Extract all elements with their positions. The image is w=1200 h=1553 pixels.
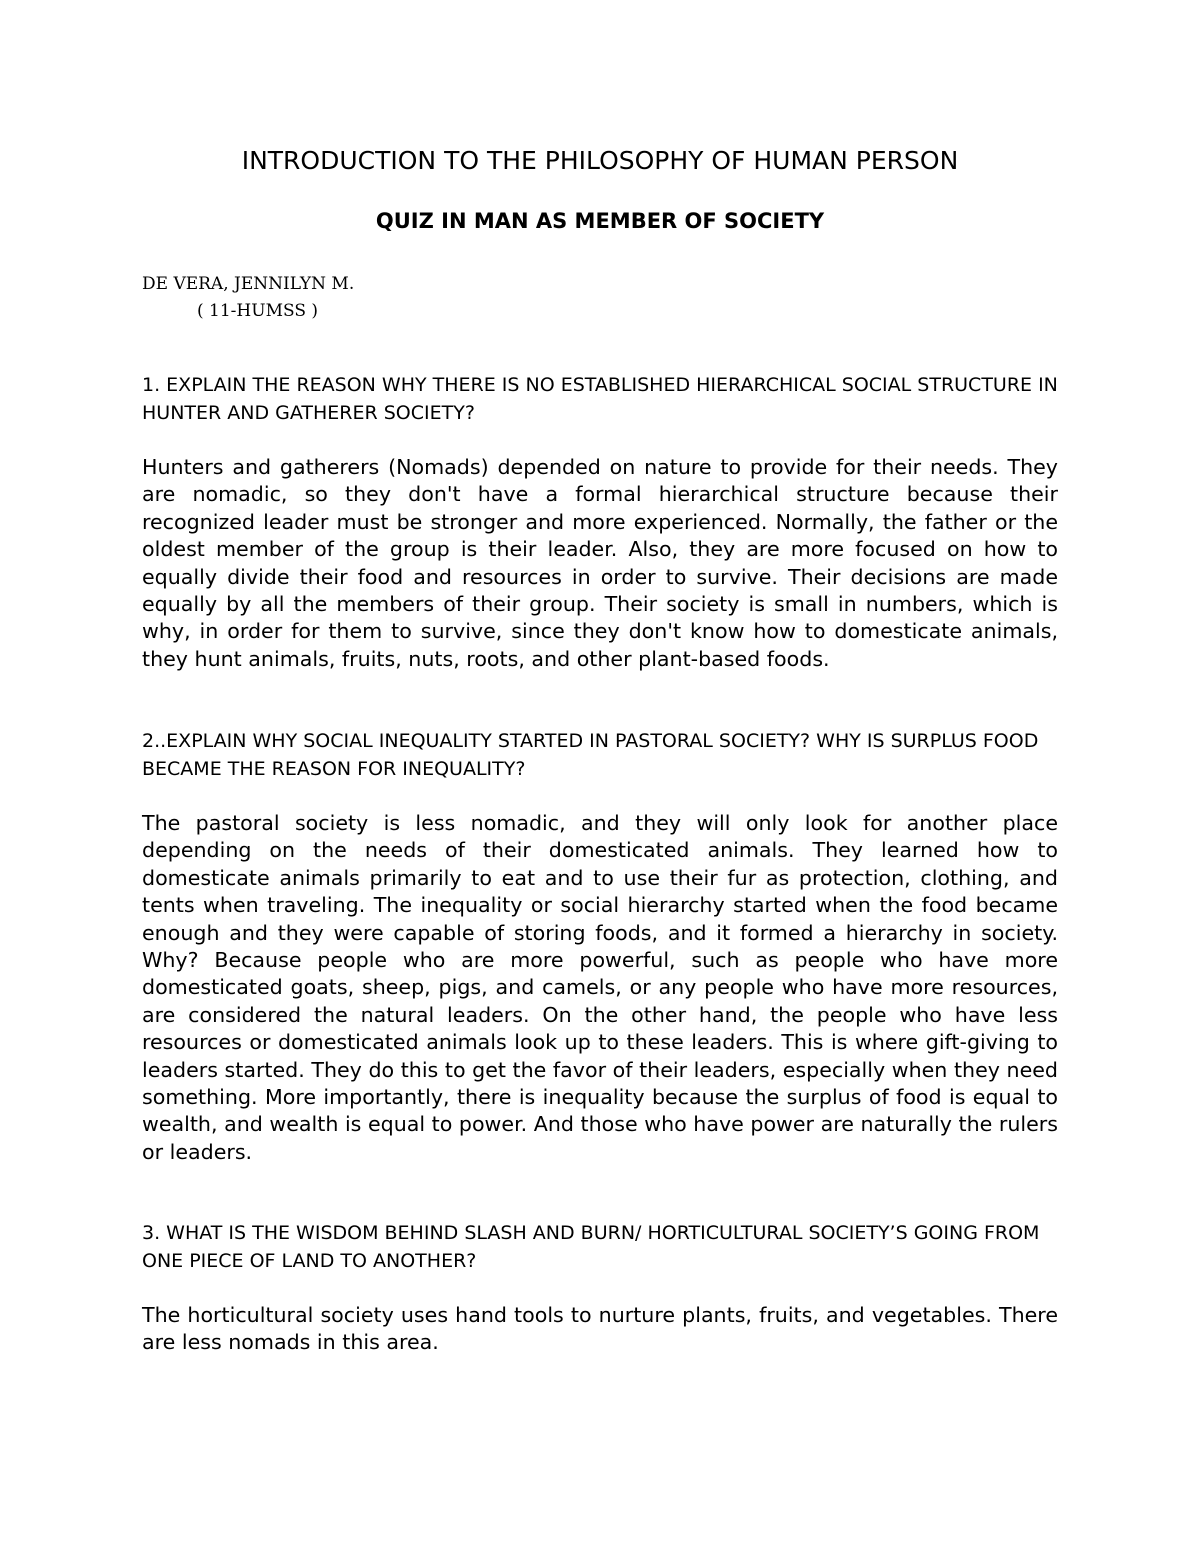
answer-1: Hunters and gatherers (Nomads) depended on nature to provide for their needs. They are nomadic, so they don't have a formal hierarchical structure because their recognized leader must be stronger and more experienced. Normally, the father or the oldest member of the group is their leader. Also, they are more focused on how to equally divide their food and resources in order to survive. Their decisions are made equally by all the members of their group. Their society is small in numbers, which is why, in order for them to survive, since they don't know how to domesticate animals, they hunt animals, fruits, nuts, roots, and other plant-based foods.	[142, 455, 1058, 671]
quiz-subtitle: QUIZ IN MAN AS MEMBER OF SOCIETY	[375, 209, 825, 233]
question-3: 3. WHAT IS THE WISDOM BEHIND SLASH AND BURN/ HORTICULTURAL SOCIETY’S GOING FROM ONE PIECE OF LAND TO ANOTHER?	[142, 1222, 1040, 1272]
question-1: 1. EXPLAIN THE REASON WHY THERE IS NO ESTABLISHED HIERARCHICAL SOCIAL STRUCTURE IN HUNTER AND GATHERER SOCIETY?	[142, 374, 1058, 424]
answer-2: The pastoral society is less nomadic, and they will only look for another place depending on the needs of their domesticated animals. They learned how to domesticate animals primarily to eat and to use their fur as protection, clothing, and tents when traveling. The inequality or social hierarchy started when the food became enough and they were capable of storing foods, and it formed a hierarchy in society. Why? Because people who are more powerful, such as people who have more domesticated goats, sheep, pigs, and camels, or any people who have more resources, are considered the natural leaders. On the other hand, the people who have less resources or domesticated animals look up to these leaders. This is where gift-giving to leaders started. They do this to get the favor of their leaders, especially when they need something. More importantly, there is inequality because the surplus of food is equal to wealth, and wealth is equal to power. And those who have power are naturally the rulers or leaders.	[142, 811, 1058, 1164]
student-name: DE VERA, JENNILYN M.	[142, 274, 355, 294]
answer-3: The horticultural society uses hand tools to nurture plants, fruits, and vegetables. There are less nomads in this area.	[142, 1303, 1058, 1355]
document-title: INTRODUCTION TO THE PHILOSOPHY OF HUMAN PERSON	[241, 146, 959, 175]
student-section: ( 11-HUMSS )	[197, 301, 319, 321]
question-2: 2..EXPLAIN WHY SOCIAL INEQUALITY STARTED IN PASTORAL SOCIETY? WHY IS SURPLUS FOOD BECAME THE REASON FOR INEQUALITY?	[142, 730, 1039, 780]
